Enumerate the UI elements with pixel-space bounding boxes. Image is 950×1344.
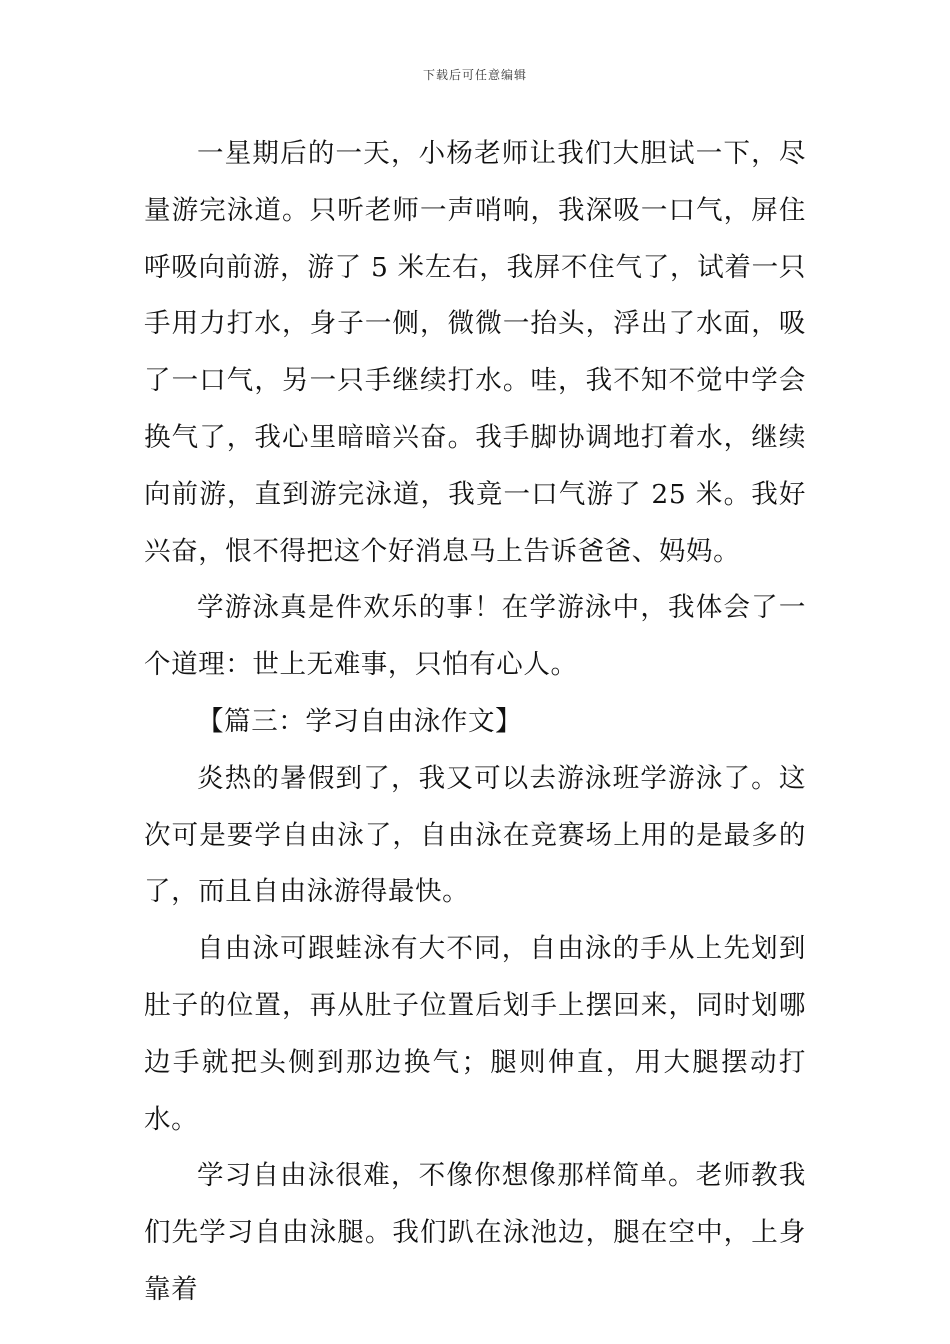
paragraph-1: 一星期后的一天，小杨老师让我们大胆试一下，尽量游完泳道。只听老师一声哨响，我深吸一口气，屏住呼吸向前游，游了 5 米左右，我屏不住气了，试着一只手用力打水，身子一侧，微微一抬头，浮出了水面，吸了一口气，另一只手继续打水。哇，我不知不觉中学会换气了，我心里暗暗兴奋。我手脚协调地打着水，继续向前游，直到游完泳道，我竟一口气游了 25 米。我好兴奋，恨不得把这个好消息马上告诉爸爸、妈妈。 <box>144 138 806 567</box>
section-heading: 【篇三：学习自由泳作文】 <box>197 705 523 737</box>
document-body <box>144 126 806 1319</box>
paragraph-4: 自由泳可跟蛙泳有大不同，自由泳的手从上先划到肚子的位置，再从肚子位置后划手上摆回来，同时划哪边手就把头侧到那边换气；腿则伸直，用大腿摆动打水。 <box>144 933 806 1135</box>
paragraph-3: 炎热的暑假到了，我又可以去游泳班学游泳了。这次可是要学自由泳了，自由泳在竞赛场上用的是最多的了，而且自由泳游得最快。 <box>144 762 806 908</box>
paragraph-2: 学游泳真是件欢乐的事！在学游泳中，我体会了一个道理：世上无难事，只怕有心人。 <box>144 592 806 681</box>
paragraph-5: 学习自由泳很难，不像你想像那样简单。老师教我们先学习自由泳腿。我们趴在泳池边，腿在空中，上身靠着 <box>144 1160 806 1305</box>
page-header: 下载后可任意编辑 <box>422 68 527 82</box>
